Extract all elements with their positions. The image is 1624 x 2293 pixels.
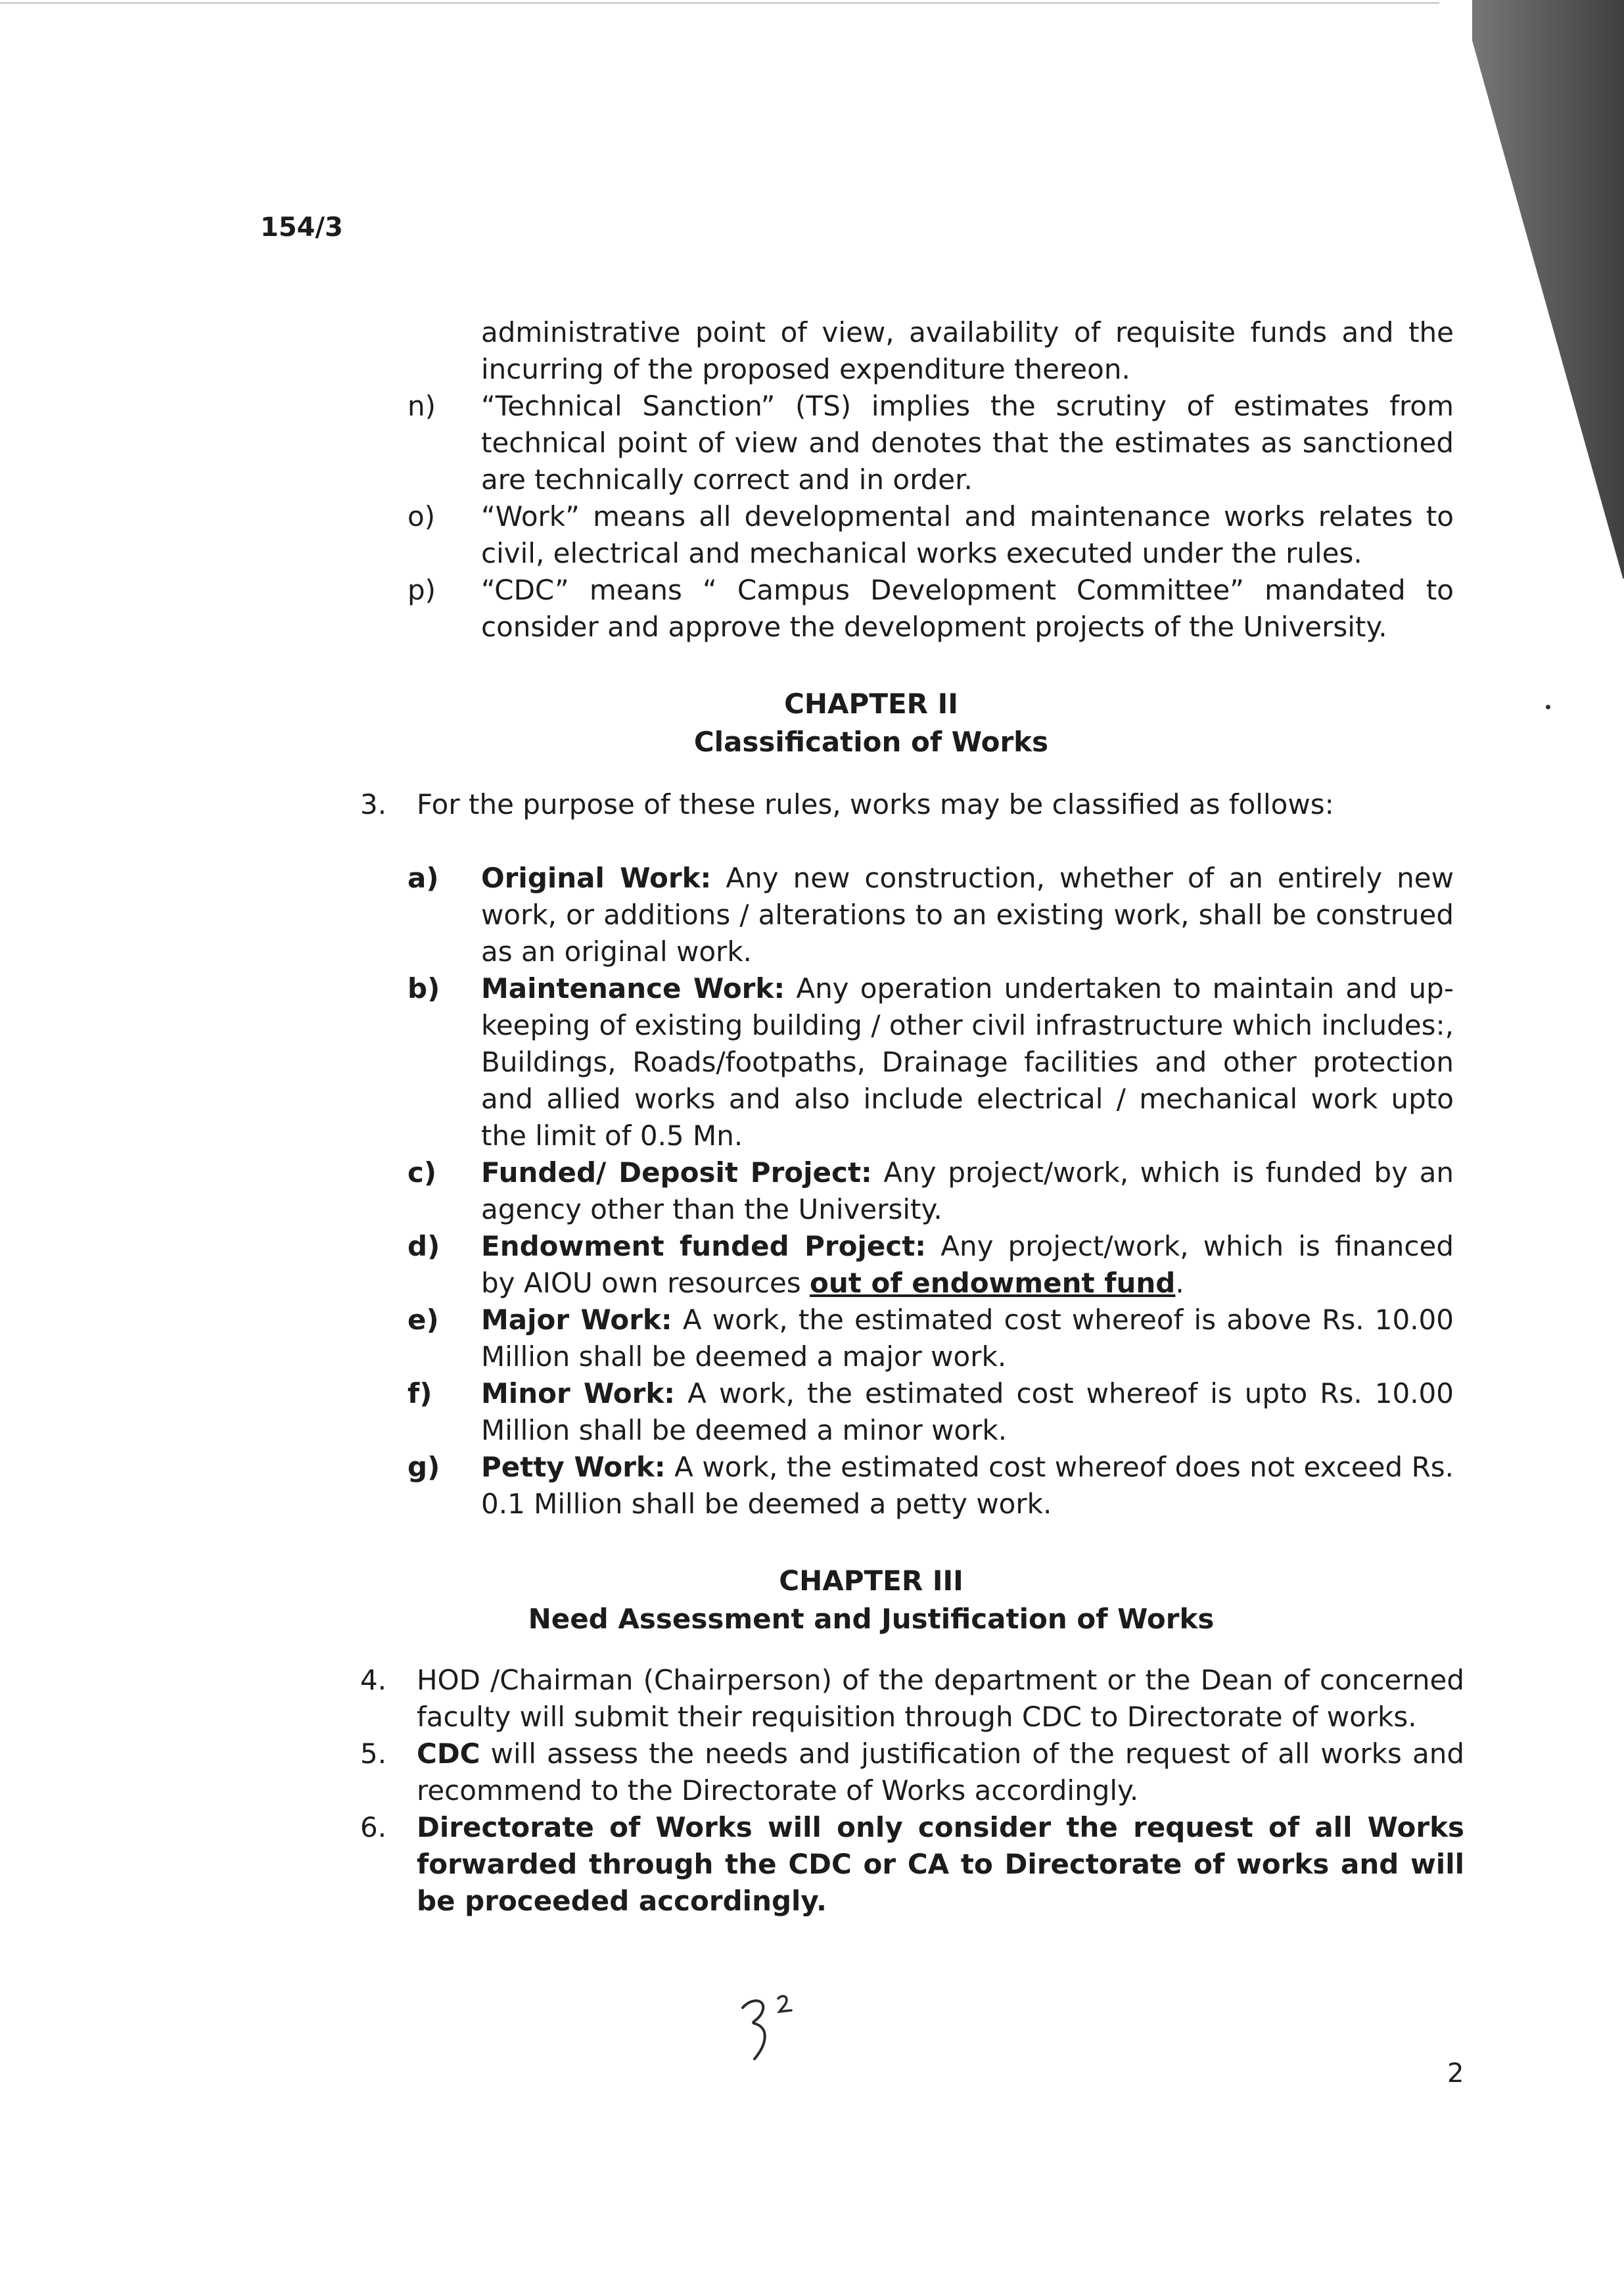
classification-f <box>407 1375 1454 1449</box>
rule-4 <box>360 1662 1464 1736</box>
rule-text: HOD /Chairman (Chairperson) of the department or the Dean of concerned faculty will submit their requisition through CDC to Directorate of works. <box>417 1664 1464 1733</box>
rule-5 <box>360 1736 1464 1809</box>
chapter-2-heading <box>0 685 1624 761</box>
scan-top-edge <box>0 2 1439 4</box>
rule-3 <box>360 786 1464 823</box>
definition-text: “CDC” means “ Campus Development Committee” mandated to consider and approve the development projects of the University. <box>481 574 1454 643</box>
classification-term: Funded/ Deposit Project: <box>481 1156 872 1189</box>
classification-g <box>407 1449 1454 1523</box>
chapter-number: CHAPTER II <box>784 688 958 720</box>
classification-term: Maintenance Work: <box>481 972 785 1005</box>
classification-text: Any project/work, which is financed by AIOU own resources <box>481 1230 1454 1299</box>
page-number: 2 <box>1447 2058 1464 2089</box>
classification-term: Petty Work: <box>481 1451 666 1483</box>
rule-marker: 4. <box>360 1664 387 1696</box>
definition-o <box>407 498 1454 572</box>
classification-text: Any new construction, whether of an entirely new work, or additions / alterations to an existing work, shall be construed as an original work. <box>481 862 1454 968</box>
classification-a <box>407 860 1454 970</box>
definition-n <box>407 388 1454 498</box>
classification-marker: b) <box>407 972 440 1005</box>
chapter-title: Need Assessment and Justification of Works <box>528 1603 1215 1635</box>
rule-bold-lead: CDC <box>417 1737 480 1770</box>
classification-text: Any operation undertaken to maintain and up-keeping of existing building / other civil infrastructure which includes:, Buildings, Roads/footpaths, Drainage facilities and other protection and allied works and also include electrical / mechanical work upto the limit of 0.5 Mn. <box>481 972 1454 1152</box>
page-reference: 154/3 <box>260 212 343 243</box>
classification-text: A work, the estimated cost whereof does not exceed Rs. 0.1 Million shall be deemed a petty work. <box>481 1451 1454 1520</box>
chapter-3-heading <box>0 1562 1624 1638</box>
endowment-fund-underline: out of endowment fund <box>810 1267 1176 1299</box>
classification-e <box>407 1302 1454 1375</box>
continuation-paragraph: administrative point of view, availability of requisite funds and the incurring of the proposed expenditure thereon. <box>481 316 1454 385</box>
classification-marker: g) <box>407 1451 440 1483</box>
classification-marker: e) <box>407 1304 439 1336</box>
classification-text: A work, the estimated cost whereof is upto Rs. 10.00 Million shall be deemed a minor work. <box>481 1377 1454 1446</box>
classification-term: Endowment funded Project: <box>481 1230 927 1262</box>
rule-marker: 6. <box>360 1811 387 1843</box>
classification-text: A work, the estimated cost whereof is above Rs. 10.00 Million shall be deemed a major work. <box>481 1304 1454 1373</box>
classification-marker: d) <box>407 1230 440 1262</box>
chapter-title: Classification of Works <box>693 726 1049 758</box>
classification-marker: f) <box>407 1377 432 1409</box>
rule-text: Directorate of Works will only consider the request of all Works forwarded through the CDC or CA to Directorate of works and will be proceeded accordingly. <box>417 1811 1464 1917</box>
classification-b <box>407 970 1454 1154</box>
definition-text: “Work” means all developmental and maintenance works relates to civil, electrical and mechanical works executed under the rules. <box>481 500 1454 569</box>
classification-text: Any project/work, which is funded by an agency other than the University. <box>481 1156 1454 1225</box>
classification-marker: a) <box>407 862 439 894</box>
rule-6 <box>360 1809 1464 1920</box>
classification-term: Major Work: <box>481 1304 672 1336</box>
classification-tail: . <box>1175 1267 1184 1299</box>
rule-text: will assess the needs and justification of the request of all works and recommend to the Directorate of Works accordingly. <box>417 1737 1464 1807</box>
definition-marker: o) <box>407 500 436 532</box>
handwritten-page-mark <box>735 1991 814 2063</box>
rule-text: For the purpose of these rules, works may be classified as follows: <box>417 788 1334 820</box>
classification-term: Original Work: <box>481 862 712 894</box>
chapter-number: CHAPTER III <box>779 1565 963 1597</box>
definition-text: “Technical Sanction” (TS) implies the scrutiny of estimates from technical point of view and denotes that the estimates as sanctioned are technically correct and in order. <box>481 390 1454 496</box>
classification-term: Minor Work: <box>481 1377 676 1409</box>
rule-marker: 3. <box>360 788 387 820</box>
definition-p <box>407 572 1454 646</box>
definition-marker: p) <box>407 574 436 606</box>
definition-marker: n) <box>407 390 436 422</box>
classification-c <box>407 1154 1454 1228</box>
rule-marker: 5. <box>360 1737 387 1770</box>
classification-marker: c) <box>407 1156 437 1189</box>
classification-d <box>407 1228 1454 1302</box>
